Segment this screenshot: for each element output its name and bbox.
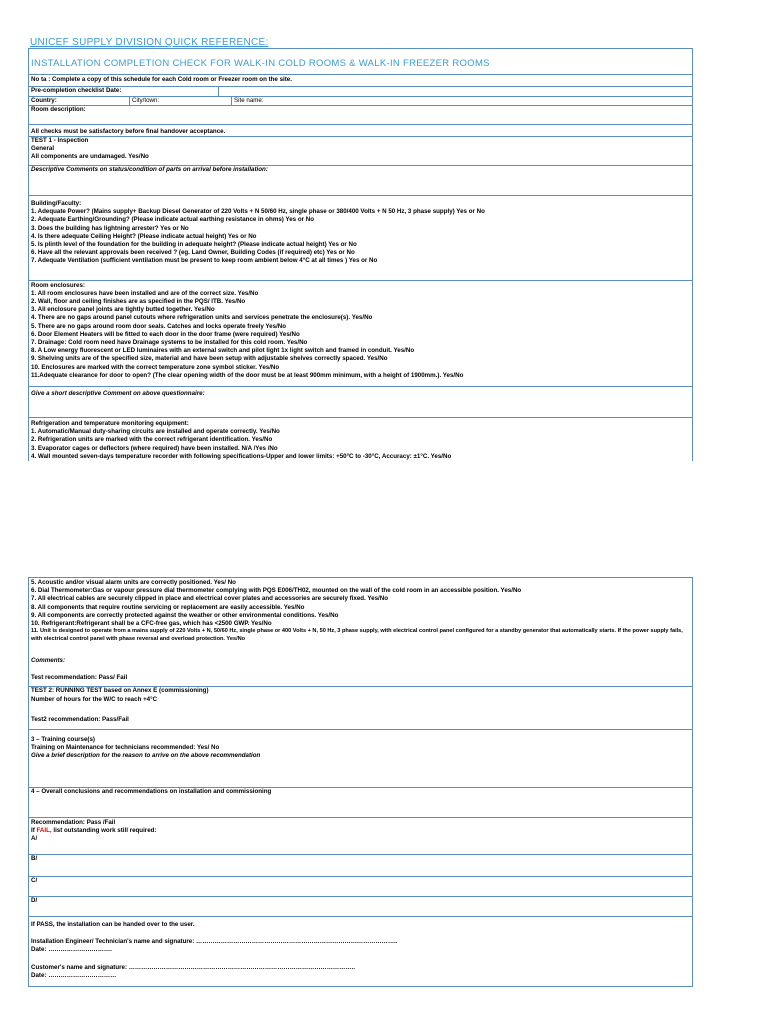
pass-note: If PASS, the installation can be handed over to the user.: [31, 921, 195, 929]
checklist-page-1: [28, 48, 693, 461]
signoff-section: [29, 917, 692, 987]
enclosure-item: 9. Shelving units are of the specified size, material and have been setup with adjustable shelves correctly spaced. Yes/No: [31, 355, 388, 363]
precompletion-label: Pre-completion checklist Date:: [29, 87, 219, 95]
refrigeration-item: 9. All components are correctly protected against the weather or other environmental conditions. Yes/No: [31, 611, 339, 619]
enclosure-item: 10. Enclosures are marked with the correct temperature zone symbol sticker. Yes/No: [31, 363, 280, 371]
test2-title: TEST 2: RUNNING TEST based on Annex E (commissioning): [31, 687, 209, 695]
test1-title: TEST 1 - Inspection: [31, 137, 89, 145]
building-item: 7. Adequate Ventilation (sufficient ventilation must be present to keep room ambient below 4°C at all times ) Yes or No: [31, 257, 378, 265]
refrigeration-item: 3. Evaporator cages or deflectors (where required) have been installed. N/A /Yes /No: [31, 444, 278, 452]
engineer-signature: Installation Engineer/ Technician's name and signature: ……………………………………………………………………………………..: [31, 938, 398, 946]
building-section: [29, 196, 692, 281]
all-checks-note: All checks must be satisfactory before final handover acceptance.: [29, 125, 692, 137]
refrigeration-continued: [29, 578, 692, 687]
enclosure-item: 2. Wall, floor and ceiling finishes are as specified in the PQS/ ITB. Yes/No: [31, 298, 246, 306]
test2-section: [29, 687, 692, 730]
building-item: 2. Adequate Earthing/Grounding? (Please indicate actual earthing resistance in ohms) Yes or No: [31, 216, 314, 224]
training-reason: Give a brief description for the reason to arrive on the above recommendation: [31, 752, 261, 760]
outstanding-a: A/: [29, 835, 692, 855]
note-line: No ta : Complete a copy of this schedule for each Cold room or Freezer room on the site.: [29, 75, 692, 87]
refrigeration-item: 4. Wall mounted seven-days temperature recorder with following specifications-Upper and lower limits: +50°C to -30°C, Accuracy: ±1°C. Yes/No: [31, 452, 452, 460]
customer-date: Date: ……………………………: [31, 971, 117, 979]
customer-signature: Customer's name and signature: ………………………………………………………………………………………………..: [31, 963, 355, 971]
enclosure-item: 1. All room enclosures have been installed and are of the correct size. Yes/No: [31, 289, 259, 297]
country-field: Country:: [29, 97, 130, 105]
refrigeration-item: 2. Refrigeration units are marked with the correct refrigerant identification. Yes/No: [31, 436, 273, 444]
enclosure-item: 3. All enclosure panel joints are tightly butted together. Yes/No: [31, 306, 215, 314]
checklist-page-2: [28, 577, 693, 987]
enclosures-comment: Give a short descriptive Comment on above questionnaire:: [29, 387, 692, 418]
building-title: Building/Faculty:: [31, 200, 82, 208]
enclosure-item: 5. There are no gaps around room door seals. Catches and locks operate freely Yes/No: [31, 322, 287, 330]
fail-line: If FAIL, list outstanding work still required:: [31, 826, 157, 834]
enclosures-section: [29, 281, 692, 387]
outstanding-c: C/: [29, 877, 692, 897]
enclosure-item: 6. Door Element Heaters will be fitted to each door in the door frame (were required) Yes/No: [31, 330, 300, 338]
test2-recommendation: Test2 recommendation: Pass/Fail: [31, 715, 129, 723]
precompletion-row: [29, 87, 692, 96]
refrigeration-item: 1. Automatic/Manual duty-sharing circuits are installed and operate correctly. Yes/No: [31, 428, 280, 436]
enclosure-item: 8. A Low energy fluorescent or LED luminaires with an external switch and pilot light 1x light switch and framed in conduit. Yes/No: [31, 347, 415, 355]
training-line: Training on Maintenance for technicians recommended: Yes/ No: [31, 744, 220, 752]
building-item: 4. Is there adequate Ceiling Height? (Please indicate actual height) Yes or No: [31, 232, 257, 240]
refrigeration-item: 7. All electrical cables are securely clipped in place and electrical cover plates and accessories are securely fixed. Yes/No: [31, 595, 389, 603]
refrigeration-item: 10. Refrigerant:Refrigerant shall be a CFC-free gas, which has <2500 GWP. Yes/No: [31, 620, 272, 628]
recommendation-section: [29, 818, 692, 835]
fail-label: FAIL,: [36, 826, 52, 834]
enclosure-item: 4. There are no gaps around panel cutouts where refrigeration units and services penetrate the enclosure(s). Yes/No: [31, 314, 373, 322]
outstanding-b: B/: [29, 855, 692, 877]
comments-label: Comments:: [31, 657, 66, 665]
refrigeration-item: 5. Acoustic and/or visual alarm units are correctly positioned. Yes/ No: [31, 579, 236, 586]
city-field: City/town:: [130, 97, 232, 105]
test1-recommendation: Test recommendation: Pass/ Fail: [31, 674, 128, 682]
test2-hours: Number of hours for the W/C to reach +4°C: [31, 695, 158, 703]
training-title: 3 – Training course(s): [31, 736, 95, 744]
building-item: 6. Have all the relevant approvals been received ? (eg. Land Owner, Building Codes (if required) etc) Yes or No: [31, 249, 355, 257]
document-header: UNICEF SUPPLY DIVISION QUICK REFERENCE:: [30, 37, 269, 48]
building-item: 5. Is plinth level of the foundation for the building in adequate height? (Please indicate actual height) Yes or No: [31, 241, 357, 249]
training-section: [29, 730, 692, 788]
final-recommendation: Recommendation: Pass /Fail: [31, 818, 116, 826]
undamaged-line: All components are undamaged. Yes/No: [31, 153, 149, 161]
refrigeration-section: [29, 418, 692, 461]
building-item: 1. Adequate Power? (Mains supply+ Backup Diesel Generator of 220 Volts + N 50/60 Hz, single phase or 380/400 Volts + N 50 Hz, 3 phase supply) Yes or No: [31, 208, 485, 216]
room-description: Room description:: [29, 106, 692, 125]
engineer-date: Date: ………………………….: [31, 946, 112, 954]
enclosure-item: 7. Drainage: Cold room need have Drainage systems to be installed for this cold room. Yes/No: [31, 339, 308, 347]
building-item: 3. Does the building has lightning arrester? Yes or No: [31, 224, 189, 232]
refrigeration-item: 6. Dial Thermometer:Gas or vapour pressure dial thermometer complying with PQS E006/TH02, mounted on the wall of the cold room in an accessible position. Yes/No: [31, 587, 522, 595]
refrigeration-title: Refrigeration and temperature monitoring equipment:: [31, 420, 189, 428]
enclosure-item: 11.Adequate clearance for door to open? (The clear opening width of the door must be at least 900mm minimum, with a height of 1900mm.). Yes/No: [31, 371, 464, 379]
outstanding-d: D/: [29, 897, 692, 917]
refrigeration-item: 8. All components that require routine servicing or replacement are easily accessible. Yes/No: [31, 603, 305, 611]
location-row: [29, 97, 692, 106]
overall-conclusions: 4 – Overall conclusions and recommendations on installation and commissioning: [29, 788, 692, 818]
enclosures-title: Room enclosures:: [31, 281, 85, 289]
refrigeration-item: 11. Unit is designed to operate from a mains supply of 220 Volts + N, 50/60 Hz, single phase or 400 Volts + N, 50 Hz, 3 phase supply, with electrical control panel configured for a standby generator that automatically starts. If the power supply fails, with electrical control panel with phase reversal and overload protection. Yes/No: [31, 628, 683, 642]
general-heading: General: [31, 145, 55, 153]
site-field: Site name:: [234, 96, 264, 104]
form-title: INSTALLATION COMPLETION CHECK FOR WALK-IN COLD ROOMS & WALK-IN FREEZER ROOMS: [29, 49, 692, 75]
descriptive-comments: Descriptive Comments on status/condition of parts on arrival before installation:: [29, 166, 692, 196]
